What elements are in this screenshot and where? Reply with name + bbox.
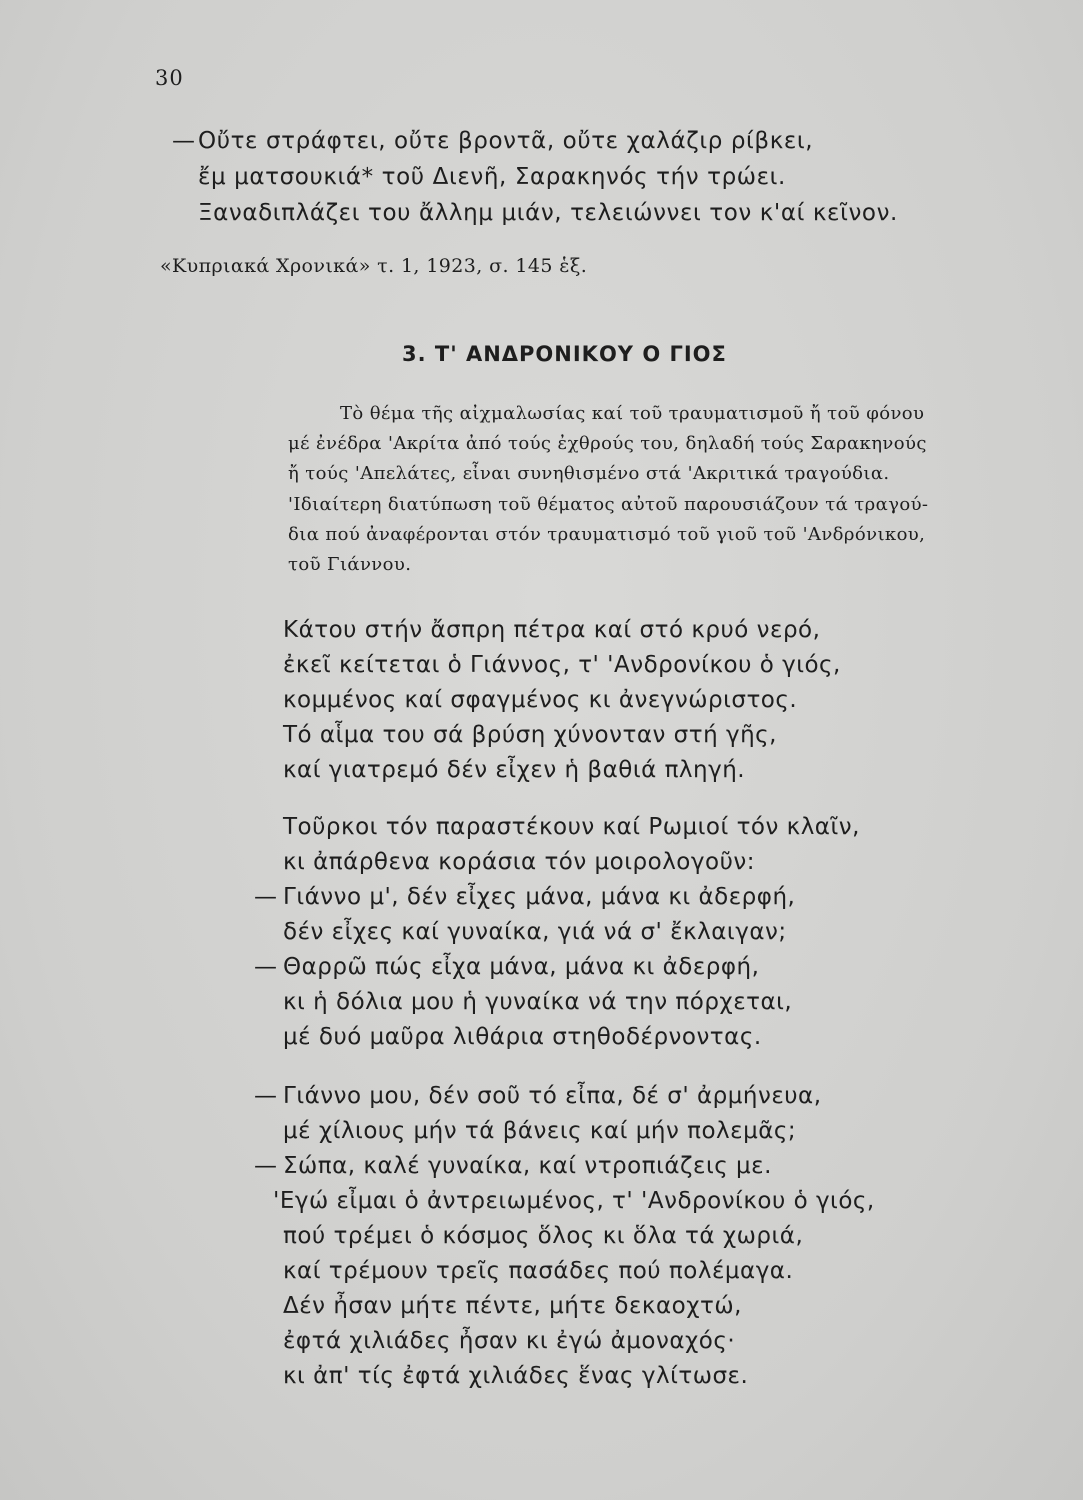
verse-line: κι ἡ δόλια μου ἡ γυναίκα νά την πόρχεται, [283,989,793,1015]
dialogue-dash: — [254,884,277,910]
section-heading: 3. Τ' ΑΝΔΡΟΝΙΚΟΥ Ο ΓΙΟΣ [402,342,727,366]
verse-line: ἐκεῖ κείτεται ὁ Γιάννος, τ' 'Ανδρονίκου ὁ γιός, [283,652,841,678]
intro-line: τοῦ Γιάννου. [288,554,412,575]
intro-line: 'Ιδιαίτερη διατύπωση τοῦ θέματος αὐτοῦ παρουσιάζουν τά τραγού- [288,494,929,515]
page-number: 30 [155,66,184,90]
verse-line: Τό αἷμα του σά βρύση χύνονταν στή γῆς, [283,722,777,748]
verse-line: Γιάννο μ', δέν εἶχες μάνα, μάνα κι ἀδερφή, [283,884,796,910]
verse-line: κι ἀπάρθενα κοράσια τόν μοιρολογοῦν: [283,849,755,875]
verse-line: ἔμ ματσουκιά* τοῦ Διενῆ, Σαρακηνός τήν τρώει. [198,164,786,190]
verse-line: Θαρρῶ πώς εἶχα μάνα, μάνα κι ἀδερφή, [283,954,760,980]
verse-line: Οὔτε στράφτει, οὔτε βροντᾶ, οὔτε χαλάζιρ ρίβκει, [198,128,814,154]
verse-line: Δέν ἦσαν μήτε πέντε, μήτε δεκαοχτώ, [283,1293,742,1319]
verse-line: μέ δυό μαῦρα λιθάρια στηθοδέρνοντας. [283,1024,762,1050]
source-citation: «Κυπριακά Χρονικά» τ. 1, 1923, σ. 145 ἑξ. [160,255,588,277]
verse-line: μέ χίλιους μήν τά βάνεις καί μήν πολεμᾶς; [283,1118,797,1144]
dialogue-dash: — [254,1083,277,1109]
verse-line: Ξαναδιπλάζει του ἄλλημ μιάν, τελειώννει τον κ'αί κεῖνον. [198,200,898,226]
verse-line: ἐφτά χιλιάδες ἦσαν κι ἐγώ ἀμοναχός· [283,1328,736,1354]
intro-line: μέ ἐνέδρα 'Ακρίτα ἀπό τούς ἐχθρούς του, δηλαδή τούς Σαρακηνούς [288,433,927,454]
dialogue-dash: — [254,954,277,980]
dialogue-dash: — [172,128,195,154]
verse-line: Σώπα, καλέ γυναίκα, καί ντροπιάζεις με. [283,1153,772,1179]
verse-line: Κάτου στήν ἄσπρη πέτρα καί στό κρυό νερό, [283,617,821,643]
intro-line: Τὸ θέμα τῆς αἰχμαλωσίας καί τοῦ τραυματισμοῦ ἤ τοῦ φόνου [340,403,925,424]
dialogue-dash: — [254,1153,277,1179]
verse-line: κομμένος καί σφαγμένος κι ἀνεγνώριστος. [283,687,798,713]
verse-line: καί τρέμουν τρεῖς πασάδες πού πολέμαγα. [283,1258,794,1284]
verse-line: πού τρέμει ὁ κόσμος ὅλος κι ὅλα τά χωριά, [283,1223,804,1249]
verse-line: 'Εγώ εἶμαι ὁ ἀντρειωμένος, τ' 'Ανδρονίκου ὁ γιός, [273,1188,875,1214]
verse-line: Γιάννο μου, δέν σοῦ τό εἶπα, δέ σ' ἀρμήνευα, [283,1083,822,1109]
verse-line: καί γιατρεμό δέν εἶχεν ἡ βαθιά πληγή. [283,757,746,783]
verse-line: Τοῦρκοι τόν παραστέκουν καί Ρωμιοί τόν κλαῖν, [283,814,860,840]
intro-line: δια πού ἀναφέρονται στόν τραυματισμό τοῦ γιοῦ τοῦ 'Ανδρόνικου, [288,524,926,545]
intro-line: ἤ τούς 'Απελάτες, εἶναι συνηθισμένο στά 'Ακριτικά τραγούδια. [288,463,890,484]
verse-line: δέν εἶχες καί γυναίκα, γιά νά σ' ἔκλαιγαν; [283,919,787,945]
verse-line: κι ἀπ' τίς ἐφτά χιλιάδες ἕνας γλίτωσε. [283,1363,749,1389]
